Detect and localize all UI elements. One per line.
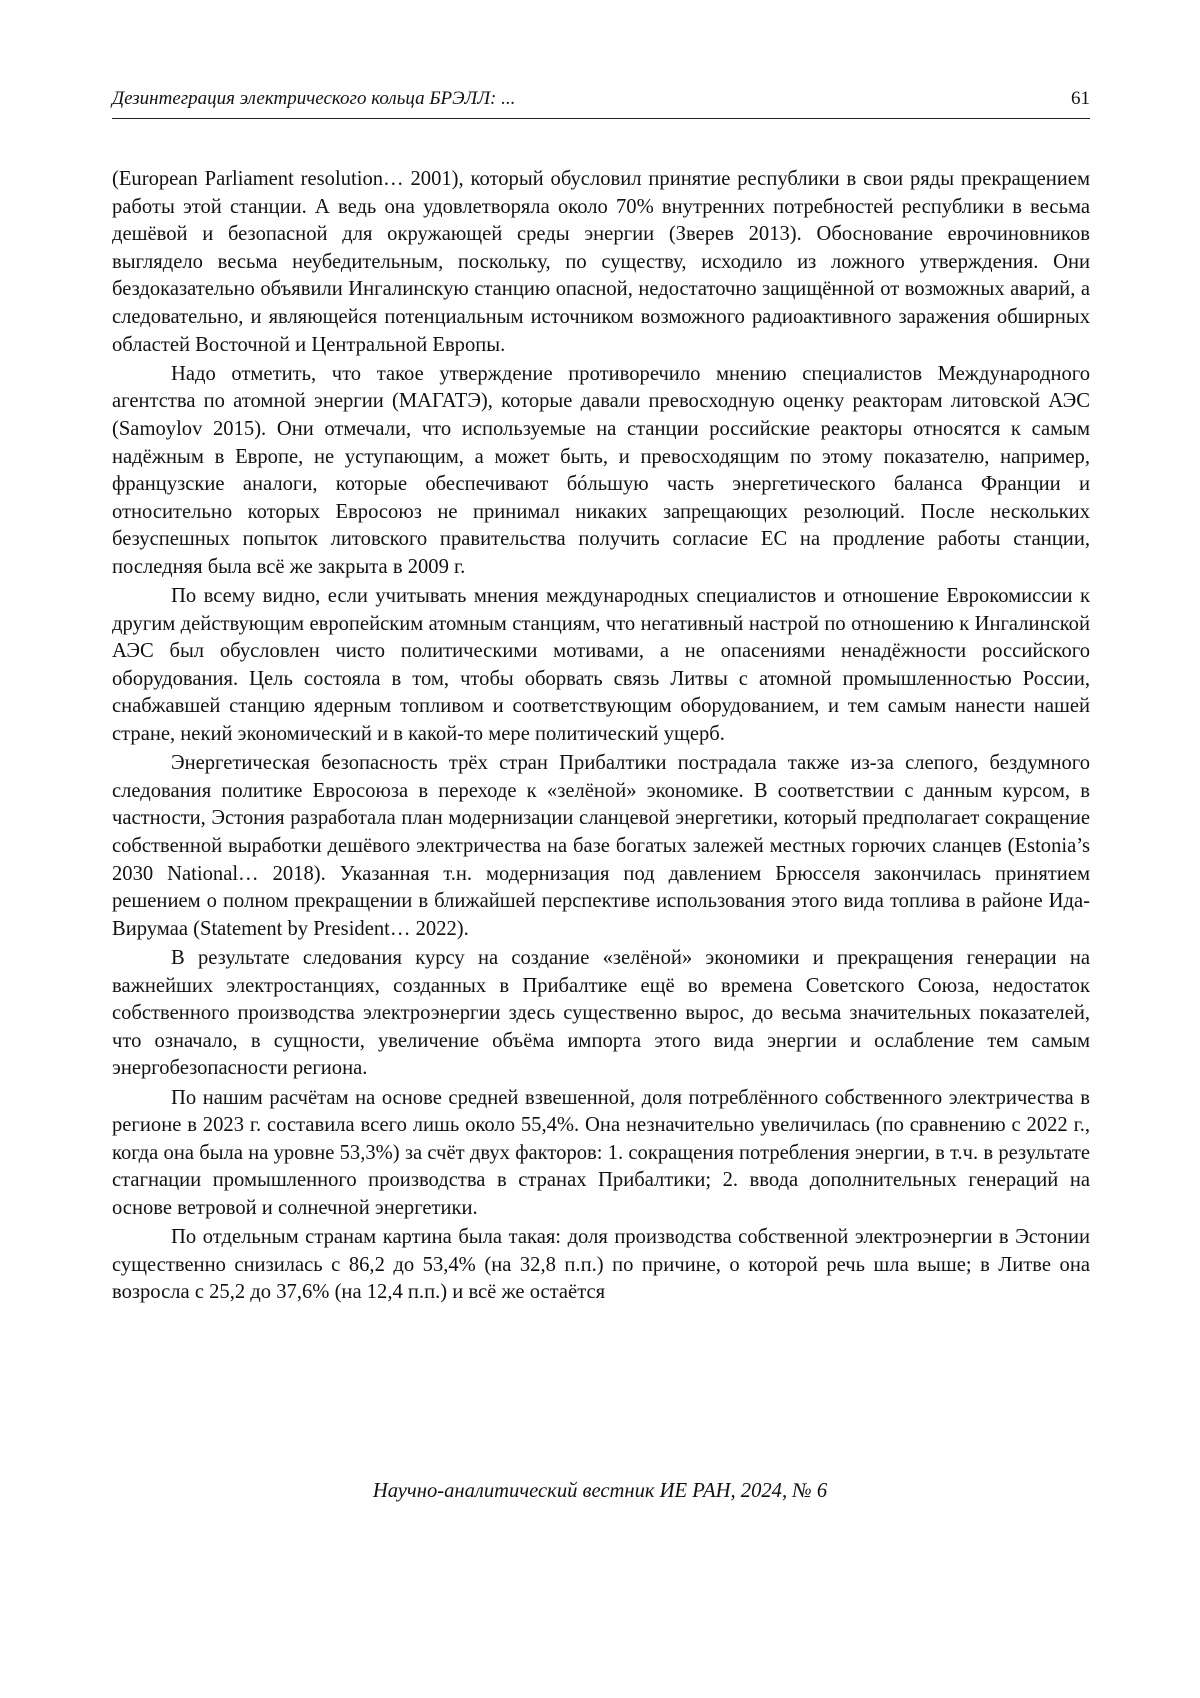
paragraph: Надо отметить, что такое утверждение противоречило мнению специалистов Международного агентства по атомной энергии (МАГАТЭ), которые давали превосходную оценку реакторам литовской АЭС (Samoylov 2015). Они отмечали, что используемые на станции российские реакторы относятся к самым надёжным в Европе, не уступающим, а может быть, и превосходящим по этому показателю, например, французские аналоги, которые обеспечивают бóльшую часть энергетического баланса Франции и относительно которых Евросоюз не принимал никаких запрещающих резолюций. После нескольких безуспешных попыток литовского правительства получить согласие ЕС на продление работы станции, последняя была всё же закрыта в 2009 г. (112, 362, 1090, 578)
paragraph: По нашим расчётам на основе средней взвешенной, доля потреблённого собственного электричества в регионе в 2023 г. составила всего лишь около 55,4%. Она незначительно увеличилась (по сравнению с 2022 г., когда она была на уровне 53,3%) за счёт двух факторов: 1. сокращения потребления энергии, в т.ч. в результате стагнации промышленного производства в странах Прибалтики; 2. ввода дополнительных генераций на основе ветровой и солнечной энергетики. (112, 1086, 1090, 1219)
page-header (112, 84, 1090, 119)
paragraph-continued: (European Parliament resolution… 2001), который обусловил принятие республики в свои ряды прекращением работы этой станции. А ведь она удовлетворяла около 70% внутренних потребностей республики в весьма дешёвой и безопасной для окружающей среды энергии (Зверев 2013). Обоснование еврочиновников выглядело весьма неубедительным, поскольку, по существу, исходило из ложного утверждения. Они бездоказательно объявили Ингалинскую станцию опасной, недостаточно защищённой от возможных аварий, а следовательно, и являющейся потенциальным источником возможного радиоактивного заражения обширных областей Восточной и Центральной Европы. (112, 168, 1090, 356)
paragraph: В результате следования курсу на создание «зелёной» экономики и прекращения генерации на важнейших электростанциях, созданных в Прибалтике ещё во времена Советского Союза, недостаток собственного производства электроэнергии здесь существенно вырос, до весьма значительных показателей, что означало, в сущности, увеличение объёма импорта этого вида энергии и ослабление тем самым энергобезопасности региона. (112, 947, 1090, 1080)
journal-footer: Научно-аналитический вестник ИЕ РАН, 2024, № 6 (372, 1480, 828, 1502)
paragraph: По всему видно, если учитывать мнения международных специалистов и отношение Еврокомиссии к другим действующим европейским атомным станциям, что негативный настрой по отношению к Ингалинской АЭС был обусловлен чисто политическими мотивами, а не опасениями ненадёжности российского оборудования. Цель состояла в том, чтобы оборвать связь Литвы с атомной промышленностью России, снабжавшей станцию ядерным топливом и соответствующим оборудованием, и тем самым нанести нашей стране, некий экономический и в какой-то мере политический ущерб. (112, 585, 1090, 746)
paragraph: По отдельным странам картина была такая: доля производства собственной электроэнергии в Эстонии существенно снизилась с 86,2 до 53,4% (на 32,8 п.п.) по причине, о которой речь шла выше; в Литве она возросла с 25,2 до 37,6% (на 12,4 п.п.) и всё же остаётся (112, 1226, 1090, 1304)
page-number: 61 (1071, 88, 1090, 109)
paragraph: Энергетическая безопасность трёх стран Прибалтики пострадала также из-за слепого, бездумного следования политике Евросоюза в переходе к «зелёной» экономике. В соответствии с данным курсом, в частности, Эстония разработала план модернизации сланцевой энергетики, который предполагает сокращение собственной выработки дешёвого электричества на базе богатых залежей местных горючих сланцев (Estonia’s 2030 National… 2018). Указанная т.н. модернизация под давлением Брюсселя закончилась принятием решением о полном прекращении в ближайшей перспективе использования этого вида топлива в районе Ида-Вирумаа (Statement by President… 2022). (112, 752, 1090, 940)
article-body (112, 166, 1090, 1309)
running-title: Дезинтеграция электрического кольца БРЭЛЛ: ... (112, 88, 516, 109)
